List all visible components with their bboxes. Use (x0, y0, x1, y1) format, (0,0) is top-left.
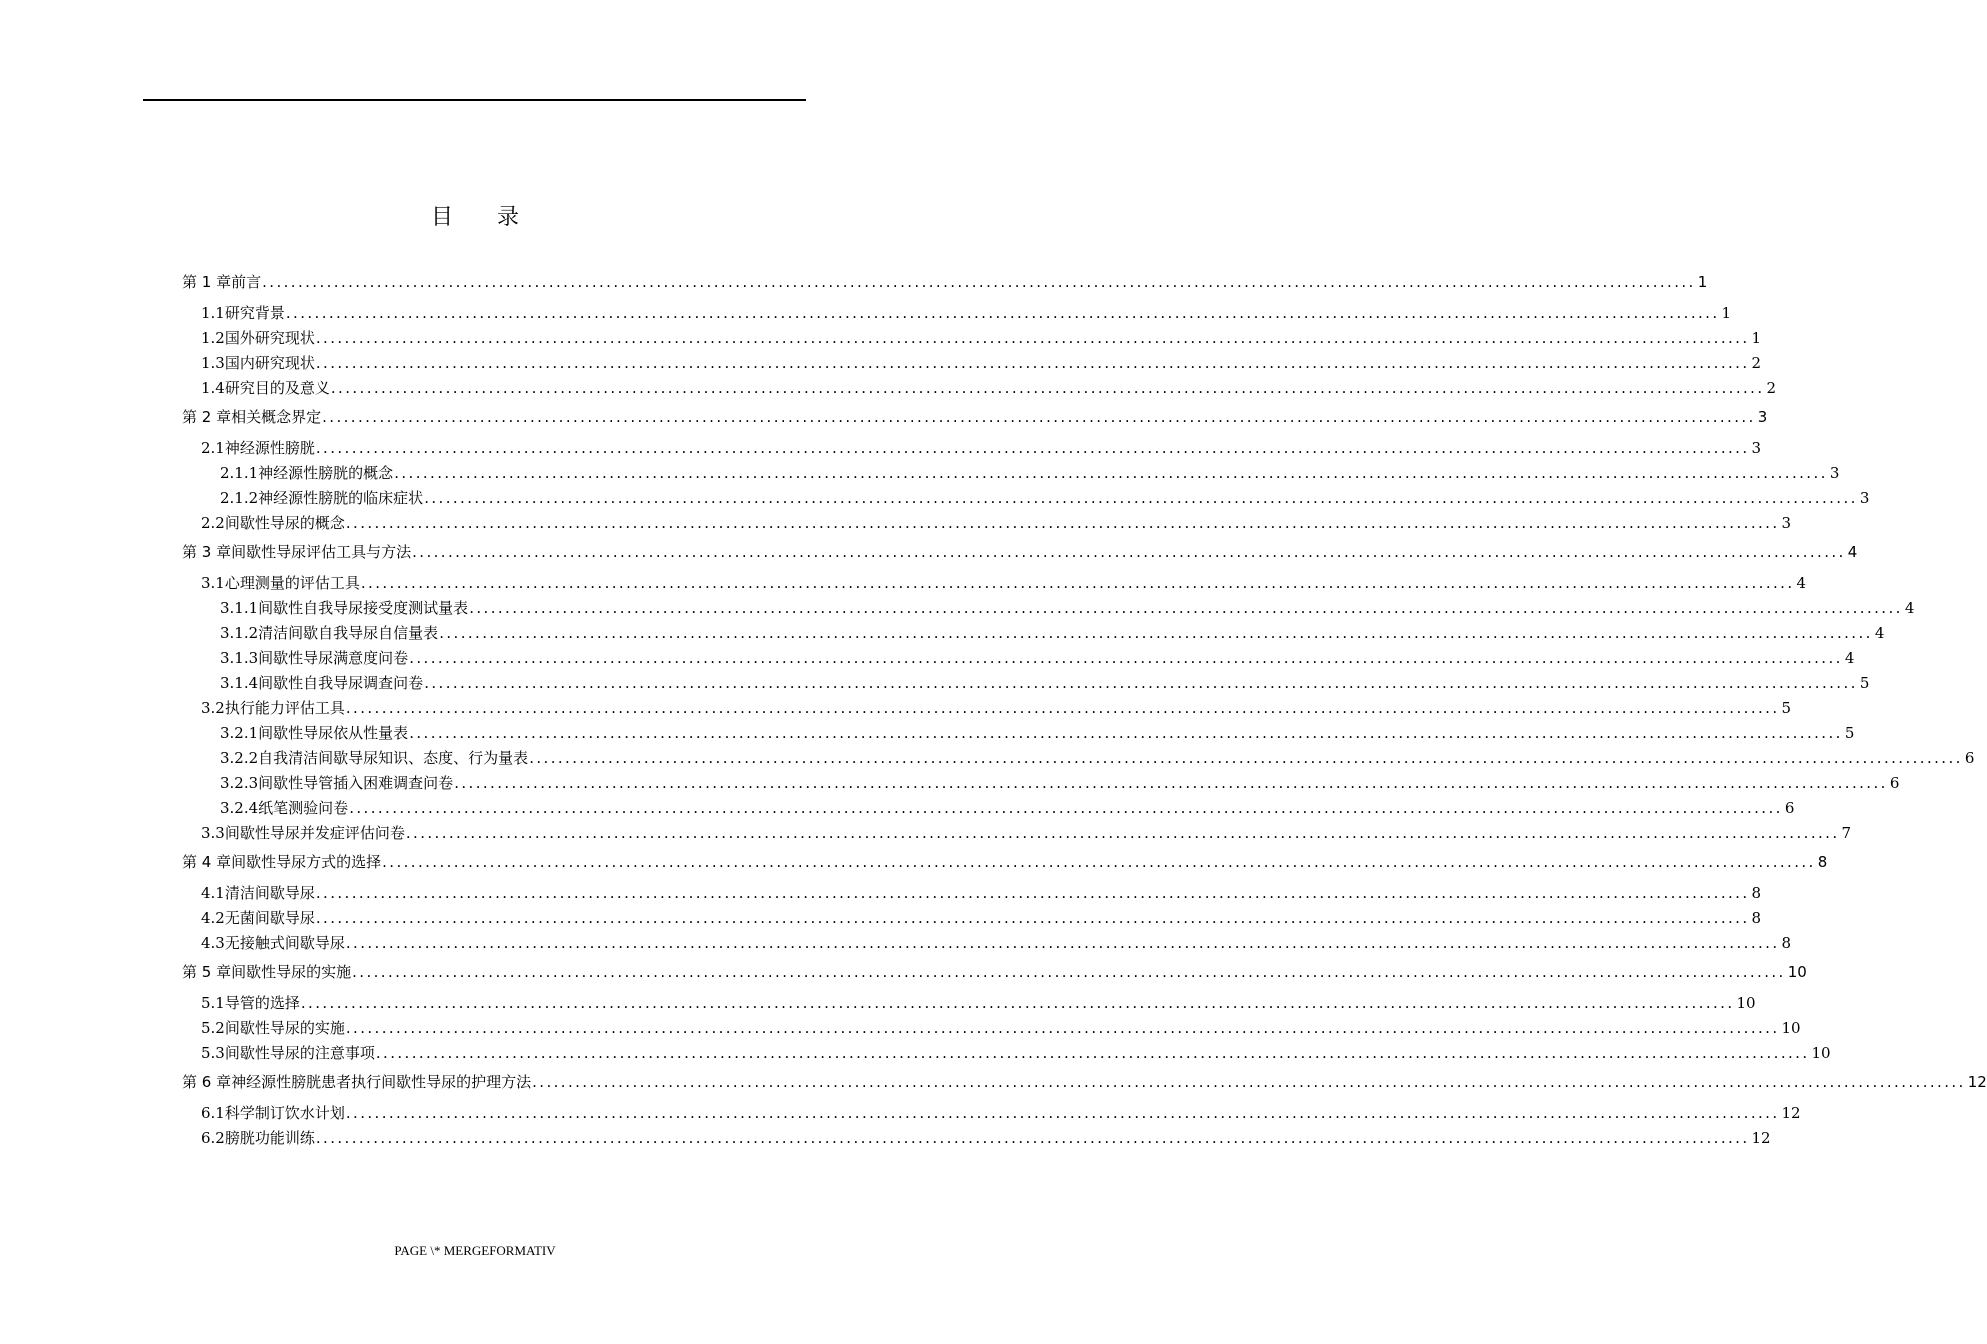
toc-entry-label: 间歇性自我导尿接受度测试量表 (258, 599, 469, 617)
toc-entry-number: 第 5 章 (182, 963, 232, 981)
toc-page-number: 10 (1787, 963, 1807, 981)
toc-dot-leader: ........................................................................................................................................................................................................ (469, 599, 1903, 617)
toc-entry-number: 2.1.2 (220, 489, 259, 507)
toc-page-number: 4 (1796, 574, 1807, 592)
toc-page-number: 3 (1829, 464, 1840, 482)
toc-entry-number: 4.1 (201, 884, 225, 902)
toc-entry-number: 2.2 (201, 514, 225, 532)
toc-entry-label: 神经源性膀胱的概念 (258, 464, 394, 482)
toc-entry-label: 无菌间歇导尿 (224, 909, 315, 927)
toc-page-number: 1 (1751, 329, 1762, 347)
toc-section-entry[interactable] (182, 746, 1975, 771)
toc-entry-number: 第 3 章 (182, 543, 232, 561)
toc-entry-label: 科学制订饮水计划 (224, 1104, 345, 1122)
toc-dot-leader: ........................................................................................................................................................................................................ (345, 1104, 1780, 1122)
toc-entry-number: 第 1 章 (182, 273, 232, 291)
toc-entry-number: 1.3 (201, 354, 225, 372)
toc-entry-number: 4.2 (201, 909, 225, 927)
toc-entry-label: 间歇性导尿的实施 (231, 963, 352, 981)
toc-section-entry[interactable] (182, 326, 1762, 351)
toc-section-entry[interactable] (182, 1126, 1771, 1151)
toc-title-char-2: 录 (497, 205, 520, 230)
toc-dot-leader: ........................................................................................................................................................................................................ (529, 749, 1963, 767)
toc-entry-label: 神经源性膀胱 (224, 439, 315, 457)
toc-page-number: 10 (1781, 1019, 1801, 1037)
toc-dot-leader: ........................................................................................................................................................................................................ (322, 408, 1756, 426)
toc-entry-number: 5.2 (201, 1019, 225, 1037)
toc-entry-number: 6.1 (201, 1104, 225, 1122)
toc-section-entry[interactable] (182, 671, 1870, 696)
toc-page-number: 12 (1751, 1129, 1771, 1147)
toc-entry-label: 前言 (231, 273, 262, 291)
toc-page-number: 6 (1964, 749, 1975, 767)
toc-page-number: 6 (1889, 774, 1900, 792)
toc-entry-label: 间歇性自我导尿调查问卷 (258, 674, 424, 692)
toc-entry-label: 间歇性导尿的概念 (224, 514, 345, 532)
toc-chapter-entry[interactable] (182, 540, 1858, 565)
toc-dot-leader: ........................................................................................................................................................................................................ (315, 329, 1750, 347)
toc-entry-label: 研究目的及意义 (224, 379, 330, 397)
toc-dot-leader: ........................................................................................................................................................................................................ (405, 824, 1840, 842)
toc-dot-leader: ........................................................................................................................................................................................................ (382, 853, 1816, 871)
toc-section-entry[interactable] (182, 696, 1792, 721)
page-footer: PAGE \* MERGEFORMATIV (394, 1243, 556, 1258)
toc-dot-leader: ........................................................................................................................................................................................................ (424, 489, 1858, 507)
toc-section-entry[interactable] (182, 511, 1792, 536)
toc-section-entry[interactable] (182, 1101, 1801, 1126)
toc-entry-number: 1.1 (201, 304, 225, 322)
toc-entry-label: 心理测量的评估工具 (224, 574, 360, 592)
toc-page-number: 1 (1721, 304, 1732, 322)
toc-entry-number: 5.3 (201, 1044, 225, 1062)
toc-section-entry[interactable] (182, 881, 1762, 906)
toc-title (0, 200, 950, 231)
toc-entry-number: 2.1 (201, 439, 225, 457)
toc-title-char-1: 目 (430, 205, 453, 230)
toc-dot-leader: ........................................................................................................................................................................................................ (345, 699, 1780, 717)
toc-dot-leader: ........................................................................................................................................................................................................ (360, 574, 1795, 592)
toc-entry-number: 3.1.1 (220, 599, 259, 617)
toc-page-number: 8 (1817, 853, 1828, 871)
toc-dot-leader: ........................................................................................................................................................................................................ (345, 1019, 1780, 1037)
toc-entry-label: 国内研究现状 (224, 354, 315, 372)
toc-entry-number: 第 6 章 (182, 1073, 232, 1091)
toc-page-number: 6 (1784, 799, 1795, 817)
toc-section-entry[interactable] (182, 906, 1762, 931)
toc-section-entry[interactable] (182, 721, 1855, 746)
toc-dot-leader: ........................................................................................................................................................................................................ (424, 674, 1858, 692)
toc-page-number: 1 (1697, 273, 1708, 291)
toc-entry-number: 3.1.4 (220, 674, 259, 692)
toc-dot-leader: ........................................................................................................................................................................................................ (439, 624, 1873, 642)
toc-section-entry[interactable] (182, 351, 1762, 376)
toc-dot-leader: ........................................................................................................................................................................................................ (330, 379, 1765, 397)
toc-page-number: 10 (1736, 994, 1756, 1012)
toc-section-entry[interactable] (182, 646, 1855, 671)
toc-dot-leader: ........................................................................................................................................................................................................ (409, 649, 1843, 667)
toc-section-entry[interactable] (182, 991, 1756, 1016)
toc-dot-leader: ........................................................................................................................................................................................................ (532, 1073, 1966, 1091)
toc-section-entry[interactable] (182, 621, 1885, 646)
toc-section-entry[interactable] (182, 461, 1840, 486)
toc-section-entry[interactable] (182, 796, 1795, 821)
toc-dot-leader: ........................................................................................................................................................................................................ (262, 273, 1696, 291)
toc-entry-number: 1.2 (201, 329, 225, 347)
toc-page-number: 12 (1967, 1073, 1987, 1091)
toc-entry-label: 研究背景 (224, 304, 285, 322)
toc-entry-label: 间歇性导尿方式的选择 (231, 853, 382, 871)
toc-dot-leader: ........................................................................................................................................................................................................ (345, 934, 1780, 952)
toc-entry-number: 3.3 (201, 824, 225, 842)
toc-entry-label: 清洁间歇导尿 (224, 884, 315, 902)
toc-dot-leader: ........................................................................................................................................................................................................ (315, 354, 1750, 372)
toc-page-number: 3 (1781, 514, 1792, 532)
toc-entry-number: 3.2.1 (220, 724, 259, 742)
toc-dot-leader: ........................................................................................................................................................................................................ (315, 884, 1750, 902)
toc-dot-leader: ........................................................................................................................................................................................................ (285, 304, 1720, 322)
toc-chapter-entry[interactable] (182, 405, 1768, 430)
toc-dot-leader: ........................................................................................................................................................................................................ (375, 1044, 1810, 1062)
toc-dot-leader: ........................................................................................................................................................................................................ (409, 724, 1843, 742)
toc-section-entry[interactable] (182, 301, 1732, 326)
toc-page-number: 5 (1844, 724, 1855, 742)
toc-entry-label: 导管的选择 (224, 994, 300, 1012)
toc-entry-label: 间歇性导尿满意度问卷 (258, 649, 409, 667)
toc-entry-number: 4.3 (201, 934, 225, 952)
toc-entry-label: 间歇性导尿的实施 (224, 1019, 345, 1037)
toc-section-entry[interactable] (182, 436, 1762, 461)
toc-entry-number: 6.2 (201, 1129, 225, 1147)
toc-entry-label: 相关概念界定 (231, 408, 322, 426)
toc-entry-number: 第 2 章 (182, 408, 232, 426)
toc-entry-label: 神经源性膀胱患者执行间歇性导尿的护理方法 (231, 1073, 532, 1091)
toc-dot-leader: ........................................................................................................................................................................................................ (394, 464, 1828, 482)
toc-section-entry[interactable] (182, 771, 1900, 796)
toc-section-entry[interactable] (182, 821, 1852, 846)
toc-page-number: 2 (1751, 354, 1762, 372)
toc-entry-label: 间歇性导尿依从性量表 (258, 724, 409, 742)
toc-entry-label: 清洁间歇自我导尿自信量表 (258, 624, 439, 642)
toc-dot-leader: ........................................................................................................................................................................................................ (454, 774, 1888, 792)
toc-page-number: 2 (1766, 379, 1777, 397)
toc-section-entry[interactable] (182, 1016, 1801, 1041)
toc-entry-label: 自我清洁间歇导尿知识、态度、行为量表 (258, 749, 529, 767)
toc-page-number: 3 (1751, 439, 1762, 457)
toc-dot-leader: ........................................................................................................................................................................................................ (315, 439, 1750, 457)
toc-entry-label: 纸笔测验问卷 (258, 799, 349, 817)
toc-section-entry[interactable] (182, 486, 1870, 511)
toc-entry-number: 3.1.3 (220, 649, 259, 667)
toc-page-number: 5 (1859, 674, 1870, 692)
toc-entry-number: 1.4 (201, 379, 225, 397)
toc-entry-label: 国外研究现状 (224, 329, 315, 347)
toc-entry-label: 膀胱功能训练 (224, 1129, 315, 1147)
toc-page-number: 10 (1811, 1044, 1831, 1062)
toc-page-number: 4 (1847, 543, 1858, 561)
toc-entry-number: 3.1 (201, 574, 225, 592)
toc-chapter-entry[interactable] (182, 1070, 1987, 1095)
toc-page-number: 4 (1904, 599, 1915, 617)
toc-dot-leader: ........................................................................................................................................................................................................ (300, 994, 1735, 1012)
toc-dot-leader: ........................................................................................................................................................................................................ (345, 514, 1780, 532)
toc-entry-label: 无接触式间歇导尿 (224, 934, 345, 952)
toc-page-number: 8 (1781, 934, 1792, 952)
toc-entry-number: 3.2.3 (220, 774, 259, 792)
toc-entry-label: 神经源性膀胱的临床症状 (258, 489, 424, 507)
toc-entry-label: 间歇性导管插入困难调查问卷 (258, 774, 454, 792)
toc-entry-number: 2.1.1 (220, 464, 259, 482)
toc-section-entry[interactable] (182, 571, 1807, 596)
toc-entry-label: 间歇性导尿评估工具与方法 (231, 543, 412, 561)
toc-section-entry[interactable] (182, 596, 1915, 621)
toc-page-number: 12 (1781, 1104, 1801, 1122)
toc-page-number: 8 (1751, 884, 1762, 902)
toc-entry-number: 3.1.2 (220, 624, 259, 642)
toc-chapter-entry[interactable] (182, 270, 1708, 295)
header-rule (143, 99, 806, 101)
toc-page-number: 5 (1781, 699, 1792, 717)
toc-entry-label: 间歇性导尿的注意事项 (224, 1044, 375, 1062)
toc-page-number: 8 (1751, 909, 1762, 927)
toc-entry-number: 3.2.2 (220, 749, 259, 767)
toc-section-entry[interactable] (182, 931, 1792, 956)
toc-page-number: 3 (1859, 489, 1870, 507)
toc-section-entry[interactable] (182, 376, 1777, 401)
toc-dot-leader: ........................................................................................................................................................................................................ (315, 909, 1750, 927)
toc-chapter-entry[interactable] (182, 850, 1828, 875)
toc-entry-number: 5.1 (201, 994, 225, 1012)
toc-entry-label: 间歇性导尿并发症评估问卷 (224, 824, 405, 842)
toc-dot-leader: ........................................................................................................................................................................................................ (315, 1129, 1750, 1147)
toc-entry-number: 3.2.4 (220, 799, 259, 817)
toc-page-number: 4 (1844, 649, 1855, 667)
toc-section-entry[interactable] (182, 1041, 1831, 1066)
toc-page-number: 4 (1874, 624, 1885, 642)
toc-dot-leader: ........................................................................................................................................................................................................ (349, 799, 1783, 817)
toc-page-number: 7 (1841, 824, 1852, 842)
toc-dot-leader: ........................................................................................................................................................................................................ (352, 963, 1786, 981)
toc-page-number: 3 (1757, 408, 1768, 426)
toc-dot-leader: ........................................................................................................................................................................................................ (412, 543, 1846, 561)
toc-entry-label: 执行能力评估工具 (224, 699, 345, 717)
toc-chapter-entry[interactable] (182, 960, 1807, 985)
toc-entry-number: 3.2 (201, 699, 225, 717)
toc-entry-number: 第 4 章 (182, 853, 232, 871)
table-of-contents (182, 270, 1987, 1151)
